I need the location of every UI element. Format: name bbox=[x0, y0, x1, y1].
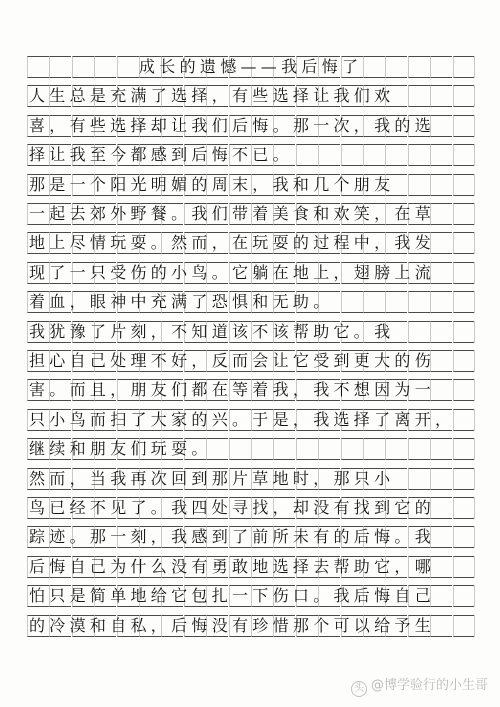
essay-line: 现了一只受伤的小鸟。它躺在地上，翅膀上流 bbox=[29, 263, 436, 282]
essay-line: 继续和朋友们玩耍。 bbox=[29, 439, 212, 458]
text-row bbox=[27, 497, 475, 519]
essay-line: 那是一个阳光明媚的周末，我和几个朋友 bbox=[29, 175, 395, 194]
essay-line: 的冷漠和自私，后悔没有珍惜那个可以给予生 bbox=[29, 616, 436, 635]
title-row bbox=[27, 56, 475, 78]
text-row bbox=[27, 526, 475, 548]
text-row bbox=[27, 350, 475, 372]
essay-line: 怕只是简单地给它包扎一下伤口。我后悔自己 bbox=[29, 586, 436, 605]
essay-line: 踪迹。那一刻，我感到了前所未有的后悔。我 bbox=[29, 527, 436, 546]
essay-line: 鸟已经不见了。我四处寻找，却没有找到它的 bbox=[29, 498, 436, 517]
text-row bbox=[27, 291, 475, 313]
text-row bbox=[27, 379, 475, 401]
essay-line: 喜，有些选择却让我们后悔。那一次，我的选 bbox=[29, 116, 436, 135]
text-row bbox=[27, 262, 475, 284]
watermark bbox=[351, 674, 488, 697]
essay-line: 地上尽情玩耍。然而，在玩耍的过程中，我发 bbox=[29, 233, 436, 252]
text-row bbox=[27, 232, 475, 254]
essay-title: 成长的遗憾——我后悔了 bbox=[139, 57, 363, 76]
essay-line: 择让我至今都感到后悔不已。 bbox=[29, 145, 293, 164]
watermark-text: @博学验行的小生哥 bbox=[370, 678, 488, 693]
essay-line: 然而，当我再次回到那片草地时，那只小 bbox=[29, 469, 395, 488]
essay-line: 我犹豫了片刻，不知道该不该帮助它。我 bbox=[29, 322, 395, 341]
text-row bbox=[27, 203, 475, 225]
text-row bbox=[27, 556, 475, 578]
text-row bbox=[27, 85, 475, 107]
essay-line: 人生总是充满了选择，有些选择让我们欢 bbox=[29, 86, 395, 105]
essay-line: 后悔自己为什么没有勇敢地选择去帮助它，哪 bbox=[29, 557, 436, 576]
text-row bbox=[27, 409, 475, 431]
essay-line: 只小鸟而扫了大家的兴。于是，我选择了离开， bbox=[29, 410, 456, 429]
essay-line: 担心自己处理不好，反而会让它受到更大的伤 bbox=[29, 351, 436, 370]
text-row bbox=[27, 115, 475, 137]
text-row bbox=[27, 144, 475, 166]
text-row bbox=[27, 468, 475, 490]
essay-line: 着血，眼神中充满了恐惧和无助。 bbox=[29, 292, 334, 311]
text-row bbox=[27, 174, 475, 196]
text-row bbox=[27, 615, 475, 637]
text-row bbox=[27, 321, 475, 343]
essay-line: 一起去郊外野餐。我们带着美食和欢笑，在草 bbox=[29, 204, 436, 223]
wm-logo-icon: 头 bbox=[351, 681, 367, 697]
essay-line: 害。而且，朋友们都在等着我，我不想因为一 bbox=[29, 380, 436, 399]
text-row bbox=[27, 585, 475, 607]
text-row bbox=[27, 438, 475, 460]
